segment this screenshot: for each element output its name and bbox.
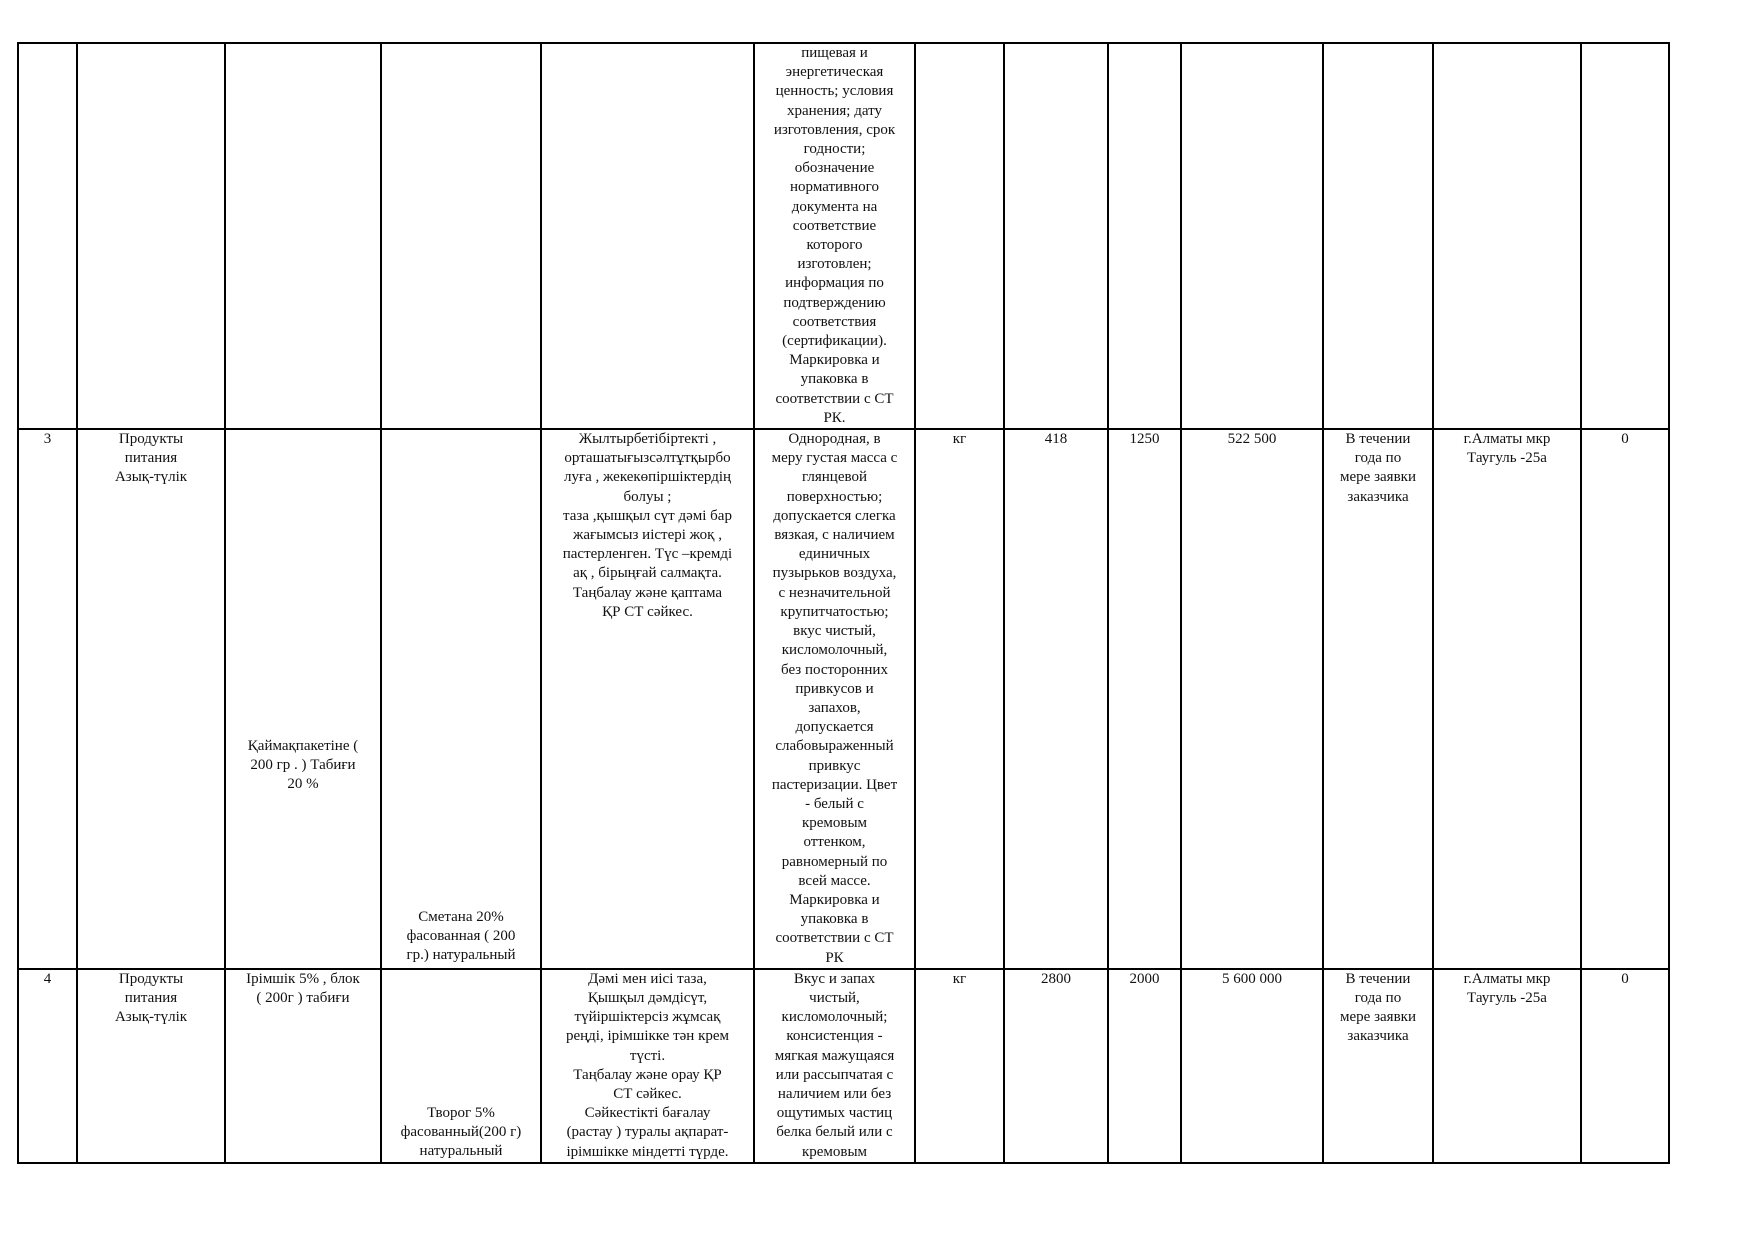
- cell-unit: кг: [915, 429, 1004, 969]
- cell-name-kz: Ірімшік 5% , блок ( 200г ) табиғи: [225, 969, 381, 1163]
- cell-price: 1250: [1108, 429, 1181, 969]
- cell-name-kz: Қаймақпакетіне ( 200 гр . ) Табиғи 20 %: [225, 429, 381, 969]
- cell-advance: [1581, 43, 1669, 429]
- cell-name-ru: Творог 5% фасованный(200 г) натуральный: [381, 969, 541, 1163]
- cell-advance: 0: [1581, 429, 1669, 969]
- cell-name-ru: [381, 43, 541, 429]
- cell-sum: 522 500: [1181, 429, 1323, 969]
- cell-sum: [1181, 43, 1323, 429]
- cell-desc-kz: [541, 43, 754, 429]
- cell-term: В течении года по мере заявки заказчика: [1323, 969, 1433, 1163]
- cell-category: Продукты питания Азық-түлік: [77, 969, 225, 1163]
- cell-unit: кг: [915, 969, 1004, 1163]
- cell-place: [1433, 43, 1581, 429]
- cell-name-kz: [225, 43, 381, 429]
- cell-desc-ru: пищевая и энергетическая ценность; условия хранения; дату изготовления, срок годности; обозначение нормативного документа на соответствие которого изготовлен; информация по подтверждению соответствия (сертификации). Маркировка и упаковка в соответствии с СТ РК.: [754, 43, 915, 429]
- cell-no: [18, 43, 77, 429]
- cell-qty: 2800: [1004, 969, 1108, 1163]
- cell-term: [1323, 43, 1433, 429]
- cell-qty: [1004, 43, 1108, 429]
- table-row: [18, 43, 1669, 429]
- cell-price: 2000: [1108, 969, 1181, 1163]
- cell-desc-ru: Однородная, в меру густая масса с глянцевой поверхностью; допускается слегка вязкая, с наличием единичных пузырьков воздуха, с незначительной крупитчатостью; вкус чистый, кисломолочный, без посторонних привкусов и запахов, допускается слабовыраженный привкус пастеризации. Цвет - белый с кремовым оттенком, равномерный по всей массе. Маркировка и упаковка в соответствии с СТ РК: [754, 429, 915, 969]
- cell-desc-ru: Вкус и запах чистый, кисломолочный; консистенция - мягкая мажущаяся или рассыпчатая с наличием или без ощутимых частиц белка белый или с кремовым: [754, 969, 915, 1163]
- cell-place: г.Алматы мкр Таугуль -25а: [1433, 969, 1581, 1163]
- procurement-table: [17, 42, 1670, 1164]
- cell-qty: 418: [1004, 429, 1108, 969]
- cell-desc-kz: Жылтырбетібіртекті , орташатығызсәлтұтқырбо луға , жекекөпіршіктердің болуы ; таза ,қышқыл сүт дәмі бар жағымсыз иістері жоқ , пастерленген. Түс –кремді ақ , бірыңғай салмақта. Таңбалау және қаптама ҚР СТ сәйкес.: [541, 429, 754, 969]
- cell-term: В течении года по мере заявки заказчика: [1323, 429, 1433, 969]
- cell-category: Продукты питания Азық-түлік: [77, 429, 225, 969]
- table-row: [18, 969, 1669, 1163]
- cell-category: [77, 43, 225, 429]
- cell-no: 3: [18, 429, 77, 969]
- cell-sum: 5 600 000: [1181, 969, 1323, 1163]
- cell-price: [1108, 43, 1181, 429]
- cell-name-ru: Сметана 20% фасованная ( 200 гр.) натуральный: [381, 429, 541, 969]
- cell-advance: 0: [1581, 969, 1669, 1163]
- cell-no: 4: [18, 969, 77, 1163]
- table-row: [18, 429, 1669, 969]
- cell-place: г.Алматы мкр Таугуль -25а: [1433, 429, 1581, 969]
- cell-unit: [915, 43, 1004, 429]
- cell-desc-kz: Дәмі мен иісі таза, Қышқыл дәмдісүт, түйіршіктерсіз жұмсақ реңді, ірімшікке тән крем түсті. Таңбалау және орау ҚР СТ сәйкес. Сәйкестікті бағалау (растау ) туралы ақпарат- ірімшікке міндетті түрде.: [541, 969, 754, 1163]
